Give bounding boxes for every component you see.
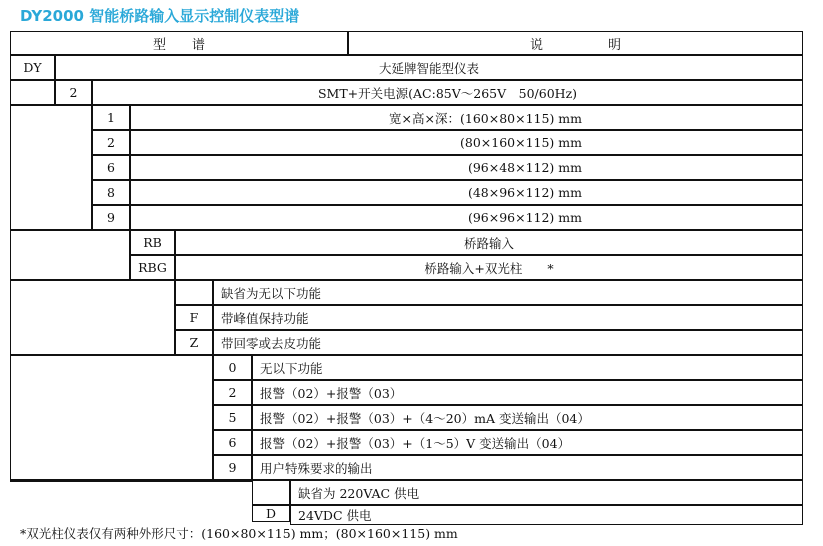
indent-spacer (10, 280, 175, 355)
output-code: 9 (213, 455, 252, 480)
input-code: RB (130, 230, 175, 255)
function-description: 缺省为无以下功能 (213, 280, 803, 305)
indent-spacer (10, 355, 213, 480)
output-description: 报警（02）+报警（03） (252, 380, 803, 405)
size-description: 宽×高×深：(160×80×115) mm (130, 105, 803, 130)
size-code: 1 (92, 105, 130, 130)
size-code: 2 (92, 130, 130, 155)
size-code: 8 (92, 180, 130, 205)
indent-spacer (10, 80, 55, 105)
footnote: *双光柱仪表仅有两种外形尺寸：(160×80×115) mm；(80×160×115) mm (20, 526, 458, 541)
input-code: RBG (130, 255, 175, 280)
output-description: 无以下功能 (252, 355, 803, 380)
output-code: 5 (213, 405, 252, 430)
output-description: 报警（02）+报警（03）+（1～5）V 变送输出（04） (252, 430, 803, 455)
supply-description: 缺省为 220VAC 供电 (290, 480, 803, 505)
function-code (175, 280, 213, 305)
output-description: 报警（02）+报警（03）+（4～20）mA 变送输出（04） (252, 405, 803, 430)
output-description: 用户特殊要求的输出 (252, 455, 803, 480)
size-description: (80×160×115) mm (130, 130, 803, 155)
input-description: 桥路输入 (175, 230, 803, 255)
size-description: (96×48×112) mm (130, 155, 803, 180)
header-model: 型 谱 (10, 31, 348, 55)
size-description: (96×96×112) mm (130, 205, 803, 230)
indent-spacer (10, 480, 252, 482)
supply-description: 24VDC 供电 (290, 505, 803, 525)
function-description: 带回零或去皮功能 (213, 330, 803, 355)
power-description: SMT+开关电源(AC:85V～265V 50/60Hz) (92, 80, 803, 105)
function-description: 带峰值保持功能 (213, 305, 803, 330)
size-code: 9 (92, 205, 130, 230)
size-code: 6 (92, 155, 130, 180)
power-code: 2 (55, 80, 92, 105)
indent-spacer (10, 105, 92, 230)
page-title: DY2000 智能桥路输入显示控制仪表型谱 (20, 7, 300, 25)
brand-description: 大延牌智能型仪表 (55, 55, 803, 80)
function-code: Z (175, 330, 213, 355)
supply-code: D (252, 505, 290, 522)
brand-code: DY (10, 55, 55, 80)
header-description: 说 明 (348, 31, 803, 55)
input-description: 桥路输入+双光柱 * (175, 255, 803, 280)
function-code: F (175, 305, 213, 330)
indent-spacer (10, 230, 130, 280)
output-code: 2 (213, 380, 252, 405)
supply-code (252, 480, 290, 505)
size-description: (48×96×112) mm (130, 180, 803, 205)
output-code: 0 (213, 355, 252, 380)
output-code: 6 (213, 430, 252, 455)
